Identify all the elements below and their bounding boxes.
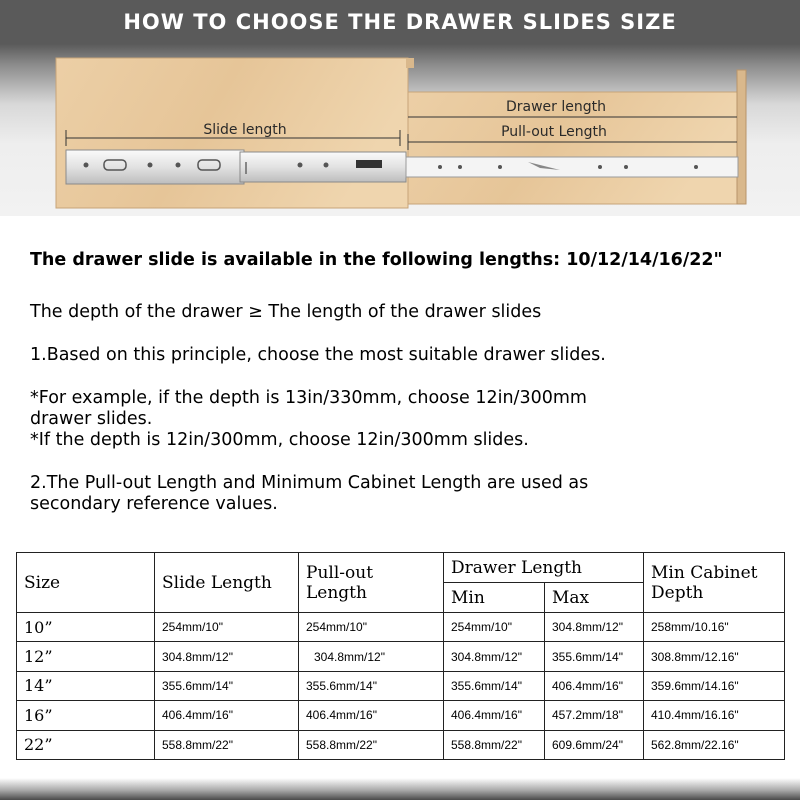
- header-cabinet-line1: Min Cabinet: [651, 562, 758, 583]
- rail-hole: [324, 163, 329, 168]
- cell-size: 14”: [17, 671, 155, 700]
- rail-hole: [694, 165, 698, 169]
- cell-slide-length: 304.8mm/12": [155, 642, 299, 671]
- rail-hole: [176, 163, 181, 168]
- cell-drawer-max: 406.4mm/16": [545, 671, 644, 700]
- cell-size: 12”: [17, 642, 155, 671]
- cell-size: 22”: [17, 730, 155, 759]
- rail-hole: [498, 165, 502, 169]
- rail-hole: [148, 163, 153, 168]
- rail-slot: [356, 160, 382, 168]
- cell-size: 10”: [17, 613, 155, 642]
- rail-hole: [624, 165, 628, 169]
- table-row: [17, 730, 785, 759]
- footer-bar: [0, 778, 800, 800]
- header-pullout-length: [299, 553, 444, 613]
- cell-drawer-min: 254mm/10": [444, 613, 545, 642]
- cell-drawer-min: 558.8mm/22": [444, 730, 545, 759]
- table-row: [17, 642, 785, 671]
- step-one-text: 1.Based on this principle, choose the most suitable drawer slides.: [30, 345, 606, 365]
- example-two-text: *If the depth is 12in/300mm, choose 12in/300mm slides.: [30, 430, 529, 450]
- rail-hole: [84, 163, 89, 168]
- rail-hole: [298, 163, 303, 168]
- slide-rail-inner: [406, 157, 738, 177]
- drawer-illustration: [0, 44, 800, 216]
- cell-pullout-length: 406.4mm/16": [299, 701, 444, 730]
- cell-drawer-min: 406.4mm/16": [444, 701, 545, 730]
- header-pullout-line2: Length: [306, 582, 367, 603]
- cabinet-edge: [406, 58, 414, 68]
- size-table: [16, 552, 785, 760]
- header-pullout-line1: Pull-out: [306, 562, 374, 583]
- slide-rail-outer: [66, 150, 244, 184]
- cell-pullout-length: 558.8mm/22": [299, 730, 444, 759]
- step-two-line-1: 2.The Pull-out Length and Minimum Cabinet Length are used as: [30, 473, 589, 493]
- table-row: [17, 613, 785, 642]
- cell-cabinet-depth: 258mm/10.16": [644, 613, 785, 642]
- cell-slide-length: 558.8mm/22": [155, 730, 299, 759]
- cell-cabinet-depth: 562.8mm/22.16": [644, 730, 785, 759]
- cell-slide-length: 254mm/10": [155, 613, 299, 642]
- header-min: Min: [444, 583, 545, 613]
- slide-length-label: Slide length: [203, 122, 287, 138]
- header-min-cabinet-depth: [644, 553, 785, 613]
- cell-drawer-min: 304.8mm/12": [444, 642, 545, 671]
- cell-drawer-max: 609.6mm/24": [545, 730, 644, 759]
- cell-size: 16”: [17, 701, 155, 730]
- cell-cabinet-depth: 359.6mm/14.16": [644, 671, 785, 700]
- cell-drawer-min: 355.6mm/14": [444, 671, 545, 700]
- cell-pullout-length: 254mm/10": [299, 613, 444, 642]
- cell-drawer-max: 304.8mm/12": [545, 613, 644, 642]
- drawer-slide-diagram: [0, 44, 800, 216]
- header-cabinet-line2: Depth: [651, 582, 704, 603]
- example-one-line-2: drawer slides.: [30, 409, 153, 429]
- header-max: Max: [545, 583, 644, 613]
- header-size: Size: [17, 553, 155, 613]
- rail-hole: [438, 165, 442, 169]
- cell-drawer-max: 457.2mm/18": [545, 701, 644, 730]
- available-lengths-heading: The drawer slide is available in the following lengths: 10/12/14/16/22": [30, 250, 723, 270]
- drawer-front: [737, 70, 746, 204]
- header-slide-length: Slide Length: [155, 553, 299, 613]
- cell-cabinet-depth: 410.4mm/16.16": [644, 701, 785, 730]
- cell-pullout-length: 355.6mm/14": [299, 671, 444, 700]
- cell-slide-length: 355.6mm/14": [155, 671, 299, 700]
- drawer-length-label: Drawer length: [505, 99, 607, 115]
- banner-title: HOW TO CHOOSE THE DRAWER SLIDES SIZE: [0, 0, 800, 44]
- table-row: [17, 701, 785, 730]
- table-row: [17, 671, 785, 700]
- depth-principle-text: The depth of the drawer ≥ The length of the drawer slides: [30, 302, 542, 322]
- example-one-line-1: *For example, if the depth is 13in/330mm, choose 12in/300mm: [30, 388, 587, 408]
- cell-cabinet-depth: 308.8mm/12.16": [644, 642, 785, 671]
- cell-slide-length: 406.4mm/16": [155, 701, 299, 730]
- pullout-length-label: Pull-out Length: [501, 124, 607, 140]
- header-drawer-length: Drawer Length: [444, 553, 644, 583]
- rail-hole: [458, 165, 462, 169]
- rail-hole: [598, 165, 602, 169]
- cell-pullout-length: 304.8mm/12": [299, 642, 444, 671]
- cell-drawer-max: 355.6mm/14": [545, 642, 644, 671]
- step-two-line-2: secondary reference values.: [30, 494, 278, 514]
- table-header-row: [17, 553, 785, 583]
